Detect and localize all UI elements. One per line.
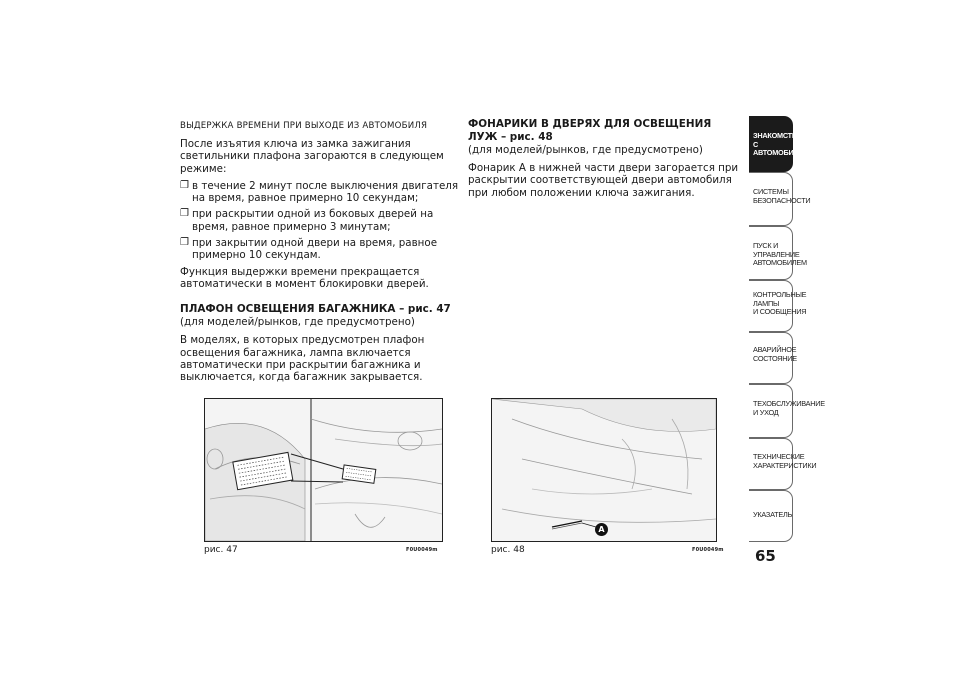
tab-emergency[interactable]: АВАРИЙНОЕ СОСТОЯНИЕ <box>749 332 793 384</box>
closing-text: Функция выдержки времени прекращается автоматически в момент блокировки дверей. <box>180 265 429 290</box>
tab-safety-systems[interactable]: СИСТЕМЫ БЕЗОПАСНОСТИ <box>749 172 793 226</box>
figure-47-code: F0U0049m <box>406 547 438 553</box>
checkbox-bullet-icon: ❐ <box>180 179 189 191</box>
right-title: ФОНАРИКИ В ДВЕРЯХ ДЛЯ ОСВЕЩЕНИЯ ЛУЖ – рис. 48 <box>468 118 712 143</box>
bullet-item: ❐ в течение 2 минут после выключения двигателя на время, равное примерно 10 секундам; <box>180 179 459 205</box>
section2-title: ПЛАФОН ОСВЕЩЕНИЯ БАГАЖНИКА – рис. 47 <box>180 303 451 316</box>
intro-text: После изъятия ключа из замка зажигания светильники плафона загораются в следующем режиме: <box>180 138 444 175</box>
checkbox-bullet-icon: ❐ <box>180 208 189 220</box>
section2-body: В моделях, в которых предусмотрен плафон освещения багажника, лампа включается автоматически при раскрытии багажника и выключается, когда багажник закрывается. <box>180 334 425 384</box>
right-column <box>468 118 740 204</box>
bullet-item: ❐ при закрытии одной двери на время, равное примерно 10 секундам. <box>180 237 438 262</box>
figure-48-caption: рис. 48 <box>491 545 525 555</box>
tab-index[interactable]: УКАЗАТЕЛЬ <box>749 490 793 542</box>
tab-introduction[interactable]: ЗНАКОМСТВО С АВТОМОБИЛЕМ <box>749 116 793 172</box>
figure-48-illustration <box>491 398 717 542</box>
tab-maintenance[interactable]: ТЕХОБСЛУЖИВАНИЕ И УХОД <box>749 384 793 438</box>
heading-caps: ВЫДЕРЖКА ВРЕМЕНИ ПРИ ВЫХОДЕ ИЗ АВТОМОБИЛЯ <box>180 121 428 131</box>
section2-subtitle: (для моделей/рынков, где предусмотрено) <box>180 316 415 329</box>
page-number: 65 <box>755 547 776 565</box>
checkbox-bullet-icon: ❐ <box>180 237 189 249</box>
tab-technical-specs[interactable]: ТЕХНИЧЕСКИЕ ХАРАКТЕРИСТИКИ <box>749 438 793 490</box>
figure-47-caption: рис. 47 <box>204 545 238 555</box>
callout-a-badge: A <box>595 523 608 536</box>
tab-start-and-drive[interactable]: ПУСК И УПРАВЛЕНИЕ АВТОМОБИЛЕМ <box>749 226 793 280</box>
tab-warning-lights[interactable]: КОНТРОЛЬНЫЕ ЛАМПЫ И СООБЩЕНИЯ <box>749 280 793 332</box>
right-body: Фонарик A в нижней части двери загорается при раскрытии соответствующей двери автомобиля при любом положении ключа зажигания. <box>468 162 739 199</box>
left-column <box>180 121 462 388</box>
right-subtitle: (для моделей/рынков, где предусмотрено) <box>468 144 703 156</box>
figure-48-code: F0U0049m <box>692 547 724 553</box>
bullet-item: ❐ при раскрытии одной из боковых дверей на время, равное примерно 3 минутам; <box>180 208 434 233</box>
figure-47-illustration <box>204 398 443 542</box>
